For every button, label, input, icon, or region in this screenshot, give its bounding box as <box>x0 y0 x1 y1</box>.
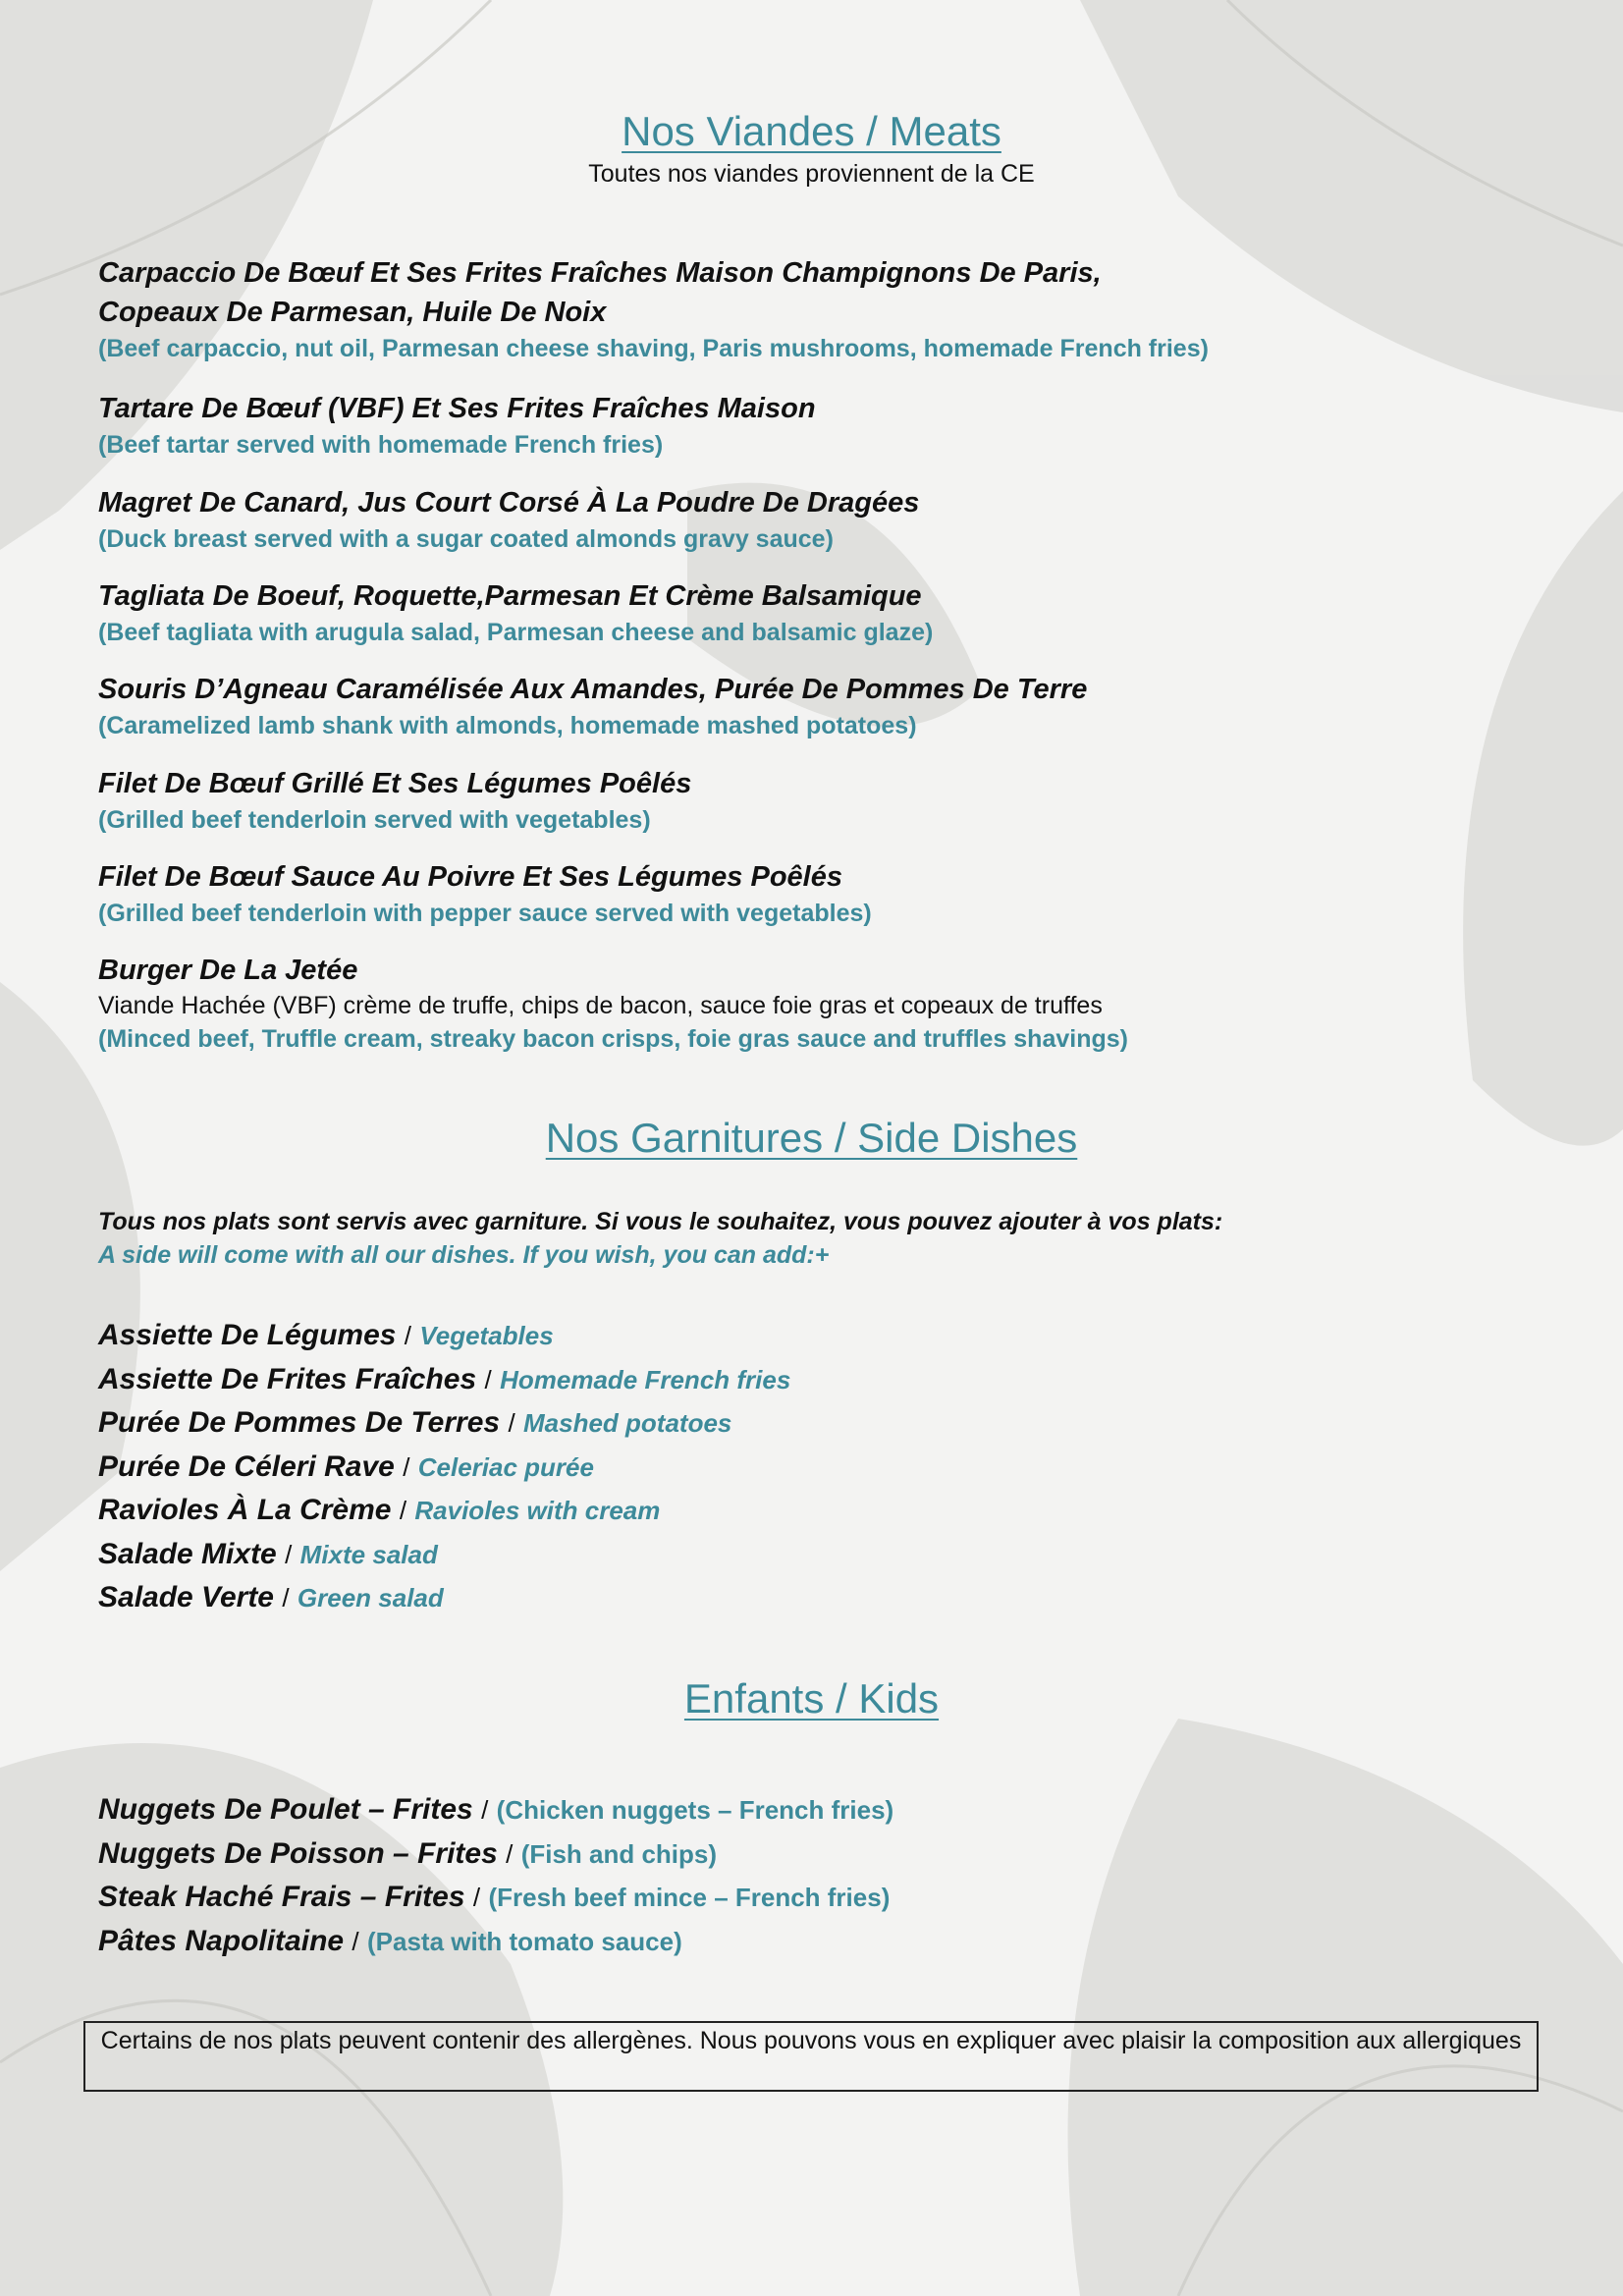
item-english: Homemade French fries <box>500 1364 791 1394</box>
sides-title: Nos Garnitures / Side Dishes <box>545 1115 1078 1161</box>
dish-name: Tartare De Bœuf (VBF) Et Ses Frites Fraîches Maison <box>98 393 816 424</box>
meats-title: Nos Viandes / Meats <box>622 108 1001 154</box>
sides-item <box>98 1538 438 1571</box>
dish-name: Souris D’Agneau Caramélisée Aux Amandes, Purée De Pommes De Terre <box>98 674 1088 705</box>
item-english: Ravioles with cream <box>414 1496 661 1525</box>
sides-note-en: A side will come with all our dishes. If you wish, you can add:+ <box>98 1241 830 1269</box>
item-english: Green salad <box>297 1583 444 1613</box>
sides-item <box>98 1450 594 1484</box>
dish-english: (Duck breast served with a sugar coated almonds gravy sauce) <box>98 525 834 553</box>
separator: / <box>285 1539 293 1569</box>
dish-english: (Beef tartar served with homemade French fries) <box>98 431 664 459</box>
separator: / <box>508 1408 515 1438</box>
item-name: Steak Haché Frais – Frites <box>98 1881 465 1913</box>
sides-note-fr: Tous nos plats sont servis avec garniture. Si vous le souhaitez, vous pouvez ajouter à vos plats: <box>98 1208 1223 1235</box>
item-english: Celeriac purée <box>417 1451 594 1482</box>
sides-item <box>98 1406 731 1440</box>
kids-item <box>98 1925 682 1958</box>
kids-title: Enfants / Kids <box>683 1675 940 1722</box>
sides-item <box>98 1363 790 1396</box>
separator: / <box>404 1321 412 1350</box>
kids-item <box>98 1837 717 1871</box>
allergen-notice-box <box>83 2021 1539 2092</box>
item-english: (Fish and chips) <box>520 1838 718 1869</box>
dish-name: Carpaccio De Bœuf Et Ses Frites Fraîches Maison Champignons De Paris, <box>98 257 1102 289</box>
item-english: Mixte salad <box>299 1539 438 1569</box>
item-name: Salade Verte <box>98 1581 274 1613</box>
dish-english: (Caramelized lamb shank with almonds, homemade mashed potatoes) <box>98 712 917 739</box>
dish-english: (Minced beef, Truffle cream, streaky bacon crisps, foie gras sauce and truffles shavings) <box>98 1025 1128 1053</box>
item-english: (Fresh beef mince – French fries) <box>488 1883 891 1912</box>
allergen-notice: Certains de nos plats peuvent contenir des allergènes. Nous pouvons vous en expliquer avec plaisir la composition aux allergiques <box>100 2027 1522 2054</box>
kids-item <box>98 1793 893 1827</box>
dish-name: Tagliata De Boeuf, Roquette,Parmesan Et Crème Balsamique <box>98 580 922 612</box>
dish-description: Viande Hachée (VBF) crème de truffe, chips de bacon, sauce foie gras et copeaux de truffes <box>98 992 1103 1019</box>
dish-name: Magret De Canard, Jus Court Corsé À La Poudre De Dragées <box>98 487 920 519</box>
separator: / <box>352 1926 359 1956</box>
sides-item <box>98 1494 660 1527</box>
dish-english: (Grilled beef tenderloin with pepper sauce served with vegetables) <box>98 900 872 927</box>
item-english: Vegetables <box>419 1321 554 1350</box>
separator: / <box>481 1795 489 1825</box>
dish-name: Filet De Bœuf Sauce Au Poivre Et Ses Légumes Poêlés <box>98 861 842 893</box>
item-name: Nuggets De Poisson – Frites <box>98 1836 498 1870</box>
sides-item <box>98 1581 444 1614</box>
separator: / <box>484 1364 492 1394</box>
item-name: Assiette De Frites Fraîches <box>98 1362 477 1395</box>
item-name: Ravioles À La Crème <box>98 1494 392 1526</box>
item-name: Salade Mixte <box>98 1537 277 1570</box>
item-name: Purée De Pommes De Terres <box>98 1406 501 1439</box>
item-english: (Chicken nuggets – French fries) <box>496 1795 894 1825</box>
separator: / <box>403 1451 410 1482</box>
meats-subtitle: Toutes nos viandes proviennent de la CE <box>588 160 1035 188</box>
separator: / <box>472 1883 481 1912</box>
item-name: Nuggets De Poulet – Frites <box>98 1793 473 1826</box>
separator: / <box>399 1496 407 1525</box>
item-english: (Pasta with tomato sauce) <box>367 1926 682 1956</box>
dish-english: (Beef tagliata with arugula salad, Parmesan cheese and balsamic glaze) <box>98 619 934 646</box>
dish-name-continued: Copeaux De Parmesan, Huile De Noix <box>98 297 607 328</box>
sides-item <box>98 1319 554 1352</box>
item-english: Mashed potatoes <box>523 1408 732 1438</box>
dish-english: (Beef carpaccio, nut oil, Parmesan cheese shaving, Paris mushrooms, homemade French fries) <box>98 335 1209 362</box>
item-name: Pâtes Napolitaine <box>98 1924 345 1957</box>
dish-english: (Grilled beef tenderloin served with vegetables) <box>98 806 651 834</box>
separator: / <box>282 1583 290 1613</box>
dish-name: Burger De La Jetée <box>98 955 358 986</box>
kids-item <box>98 1881 890 1914</box>
item-name: Assiette De Légumes <box>98 1319 397 1351</box>
separator: / <box>506 1838 514 1869</box>
item-name: Purée De Céleri Rave <box>98 1449 395 1483</box>
dish-name: Filet De Bœuf Grillé Et Ses Légumes Poêlés <box>98 768 692 799</box>
